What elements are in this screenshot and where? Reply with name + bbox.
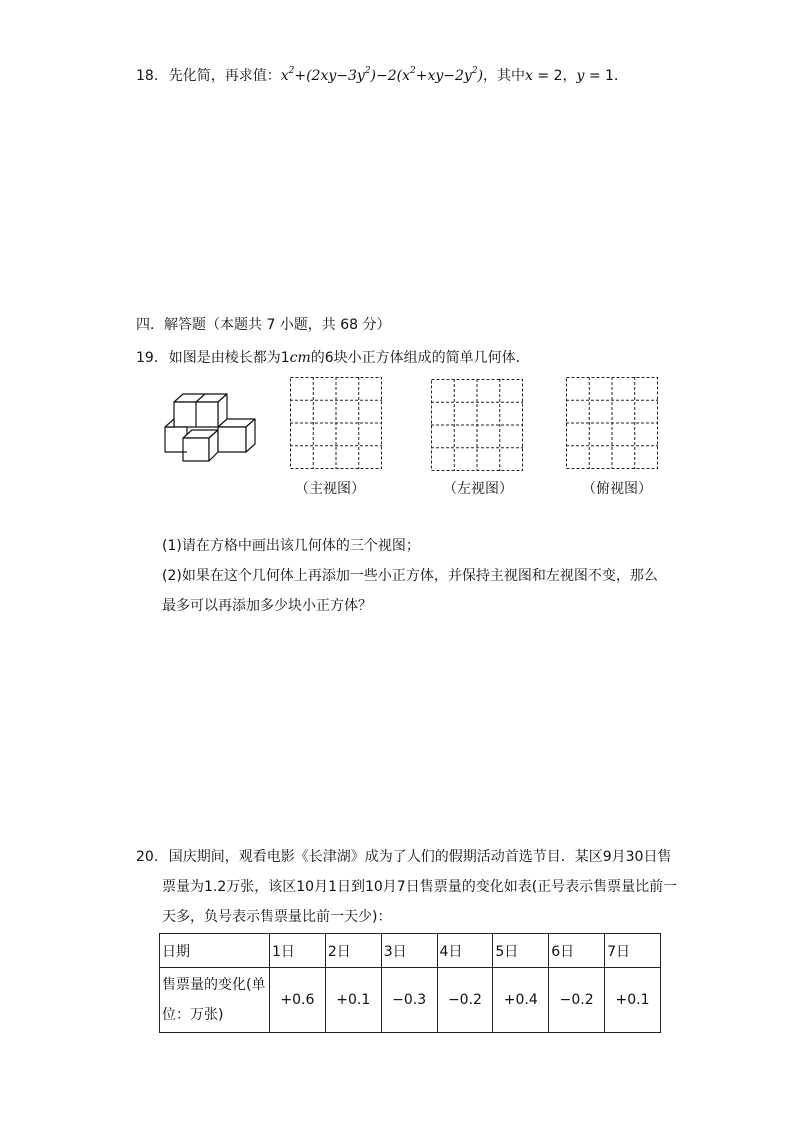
header-cell: 3日 [381,934,437,968]
expression: $x^2+(2xy-3y^2)-2(x^2+xy-2y^2)$ [280,66,484,84]
row-label: 售票量的变化(单 位：万张) [160,968,270,1033]
front-view-grid[interactable] [290,377,383,470]
condition-text: ，其中 [483,68,526,84]
question-18 [136,66,628,86]
cube-figure [160,390,260,465]
table-row [160,968,661,1033]
question-text: 国庆期间，观看电影《长津湖》成为了人们的假期活动首选节目．某区9月30日售 [168,849,672,865]
sub-question-2-line1: (2)如果在这个几何体上再添加一些小正方体，并保持主视图和左视图不变，那么 [162,568,658,584]
header-cell: 5日 [493,934,549,968]
question-text: 如图是由棱长都为 [168,350,281,366]
unit: cm [289,350,311,366]
table-cell: −0.2 [437,968,493,1033]
table-cell: −0.3 [381,968,437,1033]
table-cell: +0.1 [605,968,661,1033]
header-cell: 7日 [605,934,661,968]
var-x: x [525,68,533,84]
value-x: = 2， [532,68,577,84]
question-number: 18. [136,68,159,84]
front-view-caption: （主视图） [295,481,365,497]
sub-question-1: (1)请在方格中画出该几何体的三个视图； [162,538,420,554]
table-cell: +0.1 [325,968,381,1033]
header-cell: 4日 [437,934,493,968]
question-prompt: 先化简，再求值： [168,68,281,84]
unit-number: 1 [280,350,290,366]
left-view-caption: （左视图） [443,481,513,497]
header-cell: 2日 [325,934,381,968]
question-number: 19. [136,350,159,366]
sub-question-2-line2: 最多可以再添加多少块小正方体？ [162,598,372,614]
question-text-end: 的6块小正方体组成的简单几何体． [310,350,530,366]
table-cell: −0.2 [549,968,605,1033]
section-heading: 四．解答题（本题共 7 小题，共 68 分） [136,317,391,333]
header-cell: 1日 [270,934,326,968]
table-cell: +0.4 [493,968,549,1033]
table-header-row [160,934,661,968]
top-view-grid[interactable] [566,377,659,470]
header-cell: 日期 [160,934,270,968]
question-19 [136,348,530,368]
question-number: 20. [136,849,159,865]
question-20-line3: 天多，负号表示售票量比前一天少)： [162,909,392,925]
value-y: = 1． [584,68,628,84]
top-view-caption: （俯视图） [582,481,652,497]
question-20-line1 [136,847,671,867]
ticket-change-table [159,933,661,1033]
var-y: y [576,68,585,84]
header-cell: 6日 [549,934,605,968]
left-view-grid[interactable] [431,379,524,472]
table-cell: +0.6 [270,968,326,1033]
question-20-line2: 票量为1.2万张，该区10月1日到10月7日售票量的变化如表(正号表示售票量比前一 [162,879,678,895]
